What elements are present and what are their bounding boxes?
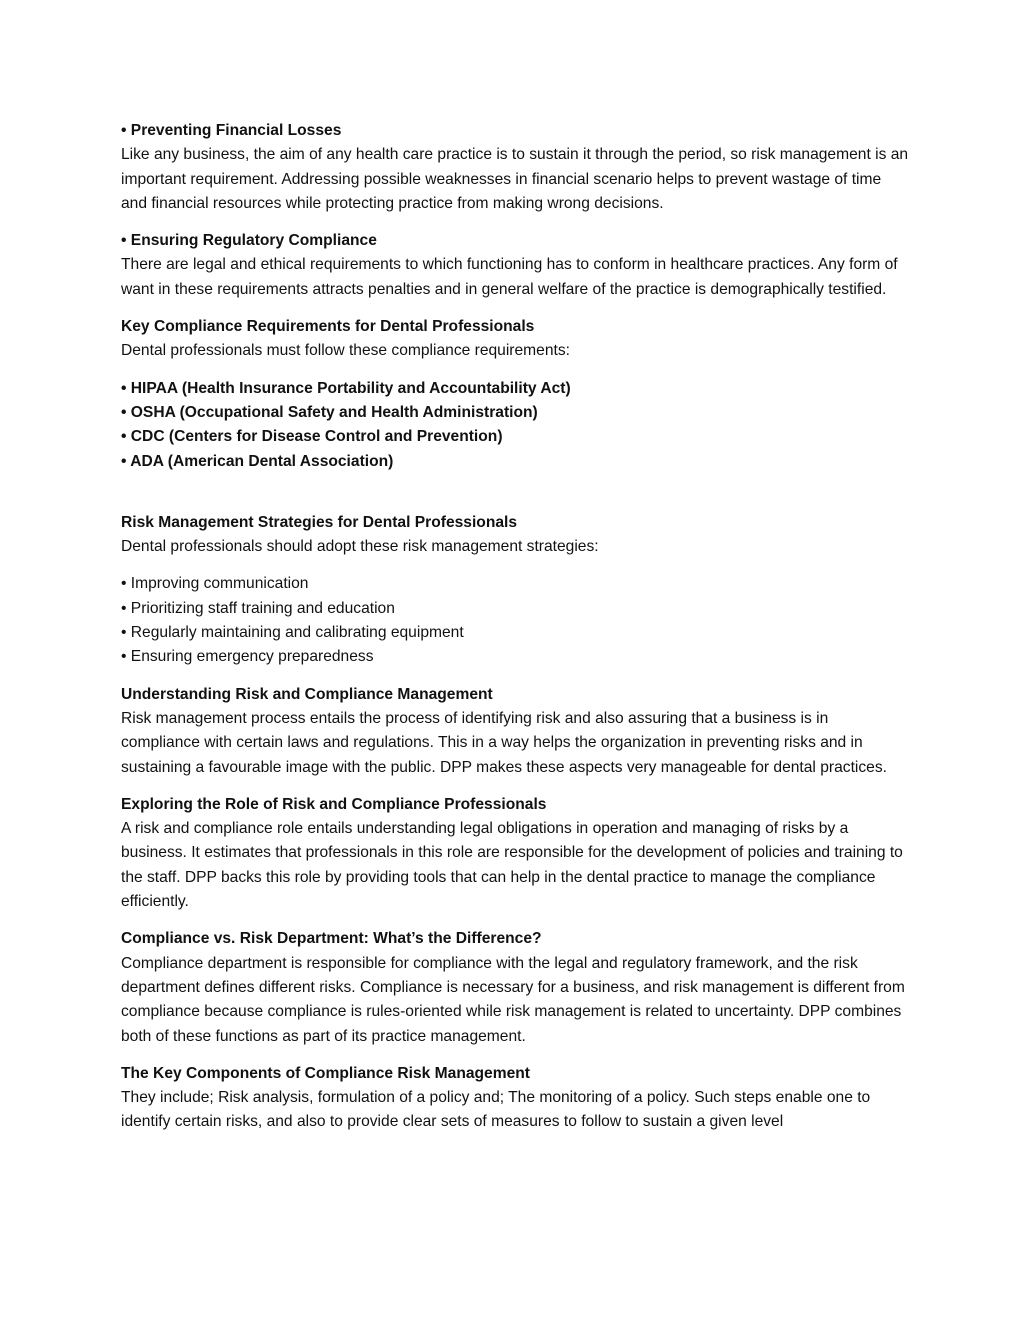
list-item: • CDC (Centers for Disease Control and Prevention) bbox=[121, 428, 503, 446]
list-item: • HIPAA (Health Insurance Portability and Accountability Act) bbox=[121, 379, 571, 397]
section-heading: Compliance vs. Risk Department: What’s the Difference? bbox=[121, 930, 542, 948]
list-item: • Improving communication bbox=[121, 575, 309, 593]
section-ensuring-regulatory-compliance bbox=[121, 229, 911, 302]
section-preventing-financial-losses bbox=[121, 119, 911, 216]
section-heading: • Ensuring Regulatory Compliance bbox=[121, 232, 377, 250]
section-body: There are legal and ethical requirements to which functioning has to conform in healthcare practices. Any form of want in these requirements attracts penalties and in general welfare of the practice is demographically testified. bbox=[121, 256, 898, 298]
section-heading: The Key Components of Compliance Risk Management bbox=[121, 1064, 530, 1082]
section-body: Risk management process entails the process of identifying risk and also assuring that a business is in compliance with certain laws and regulations. This in a way helps the organization in preventing risks and in sustaining a favourable image with the public. DPP makes these aspects very manageable for dental practices. bbox=[121, 709, 887, 776]
section-key-compliance-requirements bbox=[121, 315, 911, 364]
section-body: Dental professionals should adopt these risk management strategies: bbox=[121, 538, 599, 556]
section-body: Dental professionals must follow these compliance requirements: bbox=[121, 342, 570, 360]
risk-strategies-list bbox=[121, 572, 911, 669]
compliance-requirements-list bbox=[121, 377, 911, 474]
list-item: • Ensuring emergency preparedness bbox=[121, 648, 374, 666]
list-item: • Prioritizing staff training and education bbox=[121, 599, 395, 617]
section-compliance-vs-risk bbox=[121, 927, 911, 1048]
document-page bbox=[121, 119, 911, 1148]
list-item: • OSHA (Occupational Safety and Health Administration) bbox=[121, 403, 538, 421]
list-item: • Regularly maintaining and calibrating equipment bbox=[121, 624, 464, 642]
section-understanding-risk-compliance bbox=[121, 683, 911, 780]
section-heading: • Preventing Financial Losses bbox=[121, 122, 342, 139]
section-key-components bbox=[121, 1062, 911, 1135]
section-role-of-professionals bbox=[121, 793, 911, 914]
section-body: Like any business, the aim of any health care practice is to sustain it through the period, so risk management is an important requirement. Addressing possible weaknesses in financial scenario helps to prevent wastage of time and financial resources while protecting practice from making wrong decisions. bbox=[121, 146, 909, 212]
section-risk-management-strategies bbox=[121, 511, 911, 560]
section-body: Compliance department is responsible for compliance with the legal and regulatory framework, and the risk department defines different risks. Compliance is necessary for a business, and risk management is different from compliance because compliance is rules-oriented while risk management is related to uncertainty. DPP combines both of these functions as part of its practice management. bbox=[121, 954, 905, 1045]
section-body: They include; Risk analysis, formulation of a policy and; The monitoring of a policy. Such steps enable one to identify certain risks, and also to provide clear sets of measures to follow to sustain a given level bbox=[121, 1089, 871, 1131]
section-heading: Understanding Risk and Compliance Management bbox=[121, 685, 493, 703]
section-heading: Risk Management Strategies for Dental Professionals bbox=[121, 513, 518, 531]
list-item: • ADA (American Dental Association) bbox=[121, 452, 394, 470]
section-heading: Key Compliance Requirements for Dental Professionals bbox=[121, 318, 535, 336]
section-body: A risk and compliance role entails understanding legal obligations in operation and managing of risks by a business. It estimates that professionals in this role are responsible for the development of policies and training to the staff. DPP backs this role by providing tools that can help in the dental practice to manage the compliance efficiently. bbox=[121, 820, 903, 911]
section-heading: Exploring the Role of Risk and Compliance Professionals bbox=[121, 795, 547, 813]
